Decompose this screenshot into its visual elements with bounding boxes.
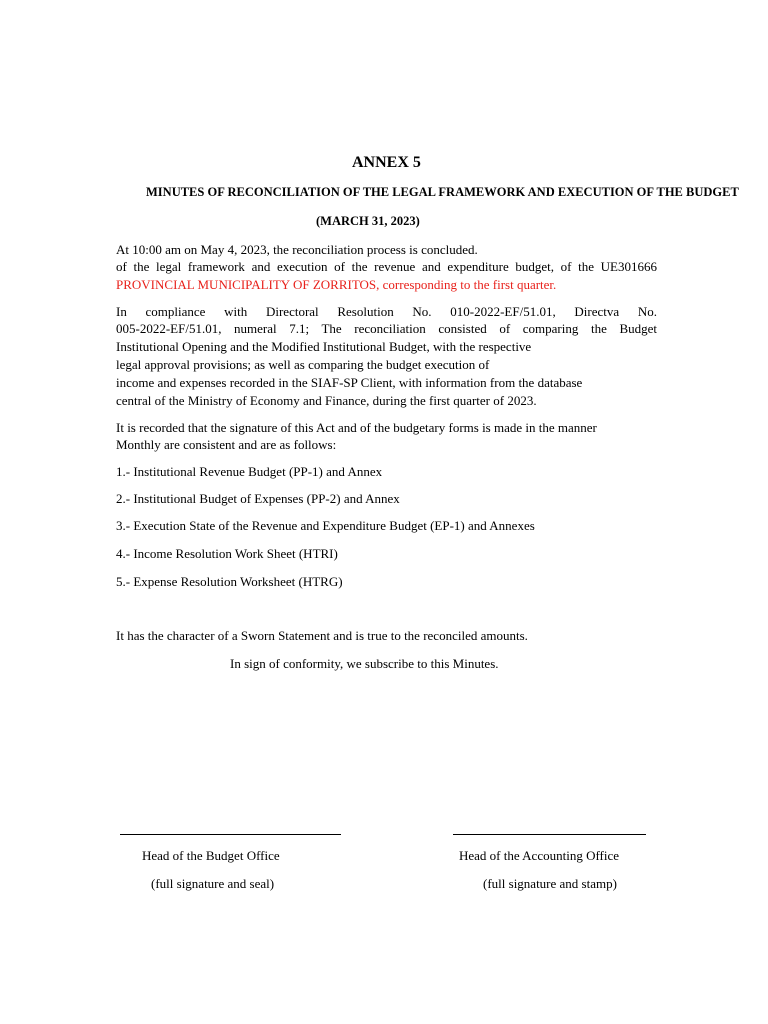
compliance-line-1: In compliance with Directoral Resolution No. 010-2022-EF/51.01, Directva No. <box>116 304 657 319</box>
form-list-item: 3.- Execution State of the Revenue and Expenditure Budget (EP-1) and Annexes <box>116 518 535 533</box>
recorded-line-1: It is recorded that the signature of this Act and of the budgetary forms is made in the manner <box>116 420 597 435</box>
accounting-signature-note: (full signature and stamp) <box>483 876 617 891</box>
form-list-item: 4.- Income Resolution Work Sheet (HTRI) <box>116 546 338 561</box>
accounting-signature-line <box>453 834 646 835</box>
budget-signature-line <box>120 834 341 835</box>
form-list-item: 5.- Expense Resolution Worksheet (HTRG) <box>116 574 343 589</box>
municipality-line: PROVINCIAL MUNICIPALITY OF ZORRITOS, corresponding to the first quarter. <box>116 277 557 292</box>
compliance-line-6: central of the Ministry of Economy and Finance, during the first quarter of 2023. <box>116 393 537 408</box>
form-list-item: 2.- Institutional Budget of Expenses (PP-2) and Annex <box>116 491 400 506</box>
accounting-office-head-label: Head of the Accounting Office <box>459 848 620 863</box>
report-date: (MARCH 31, 2023) <box>316 214 420 228</box>
budget-office-head-label: Head of the Budget Office <box>142 848 280 863</box>
compliance-line-4: legal approval provisions; as well as comparing the budget execution of <box>116 357 490 372</box>
intro-line-2: of the legal framework and execution of the revenue and expenditure budget, of the UE301666 <box>116 259 657 274</box>
intro-line-1: At 10:00 am on May 4, 2023, the reconciliation process is concluded. <box>116 242 478 257</box>
compliance-line-2: 005-2022-EF/51.01, numeral 7.1; The reconciliation consisted of comparing the Budget <box>116 321 657 336</box>
compliance-line-5: income and expenses recorded in the SIAF-SP Client, with information from the database <box>116 375 583 390</box>
compliance-line-3: Institutional Opening and the Modified Institutional Budget, with the respective <box>116 339 532 354</box>
conformity-statement: In sign of conformity, we subscribe to this Minutes. <box>230 656 499 671</box>
sworn-statement: It has the character of a Sworn Statement and is true to the reconciled amounts. <box>116 628 528 643</box>
recorded-line-2: Monthly are consistent and are as follows: <box>116 437 337 452</box>
form-list-item: 1.- Institutional Revenue Budget (PP-1) and Annex <box>116 464 383 479</box>
minutes-subtitle: MINUTES OF RECONCILIATION OF THE LEGAL FRAMEWORK AND EXECUTION OF THE BUDGET <box>146 185 739 199</box>
budget-signature-note: (full signature and seal) <box>151 876 275 891</box>
annex-title: ANNEX 5 <box>352 154 421 171</box>
